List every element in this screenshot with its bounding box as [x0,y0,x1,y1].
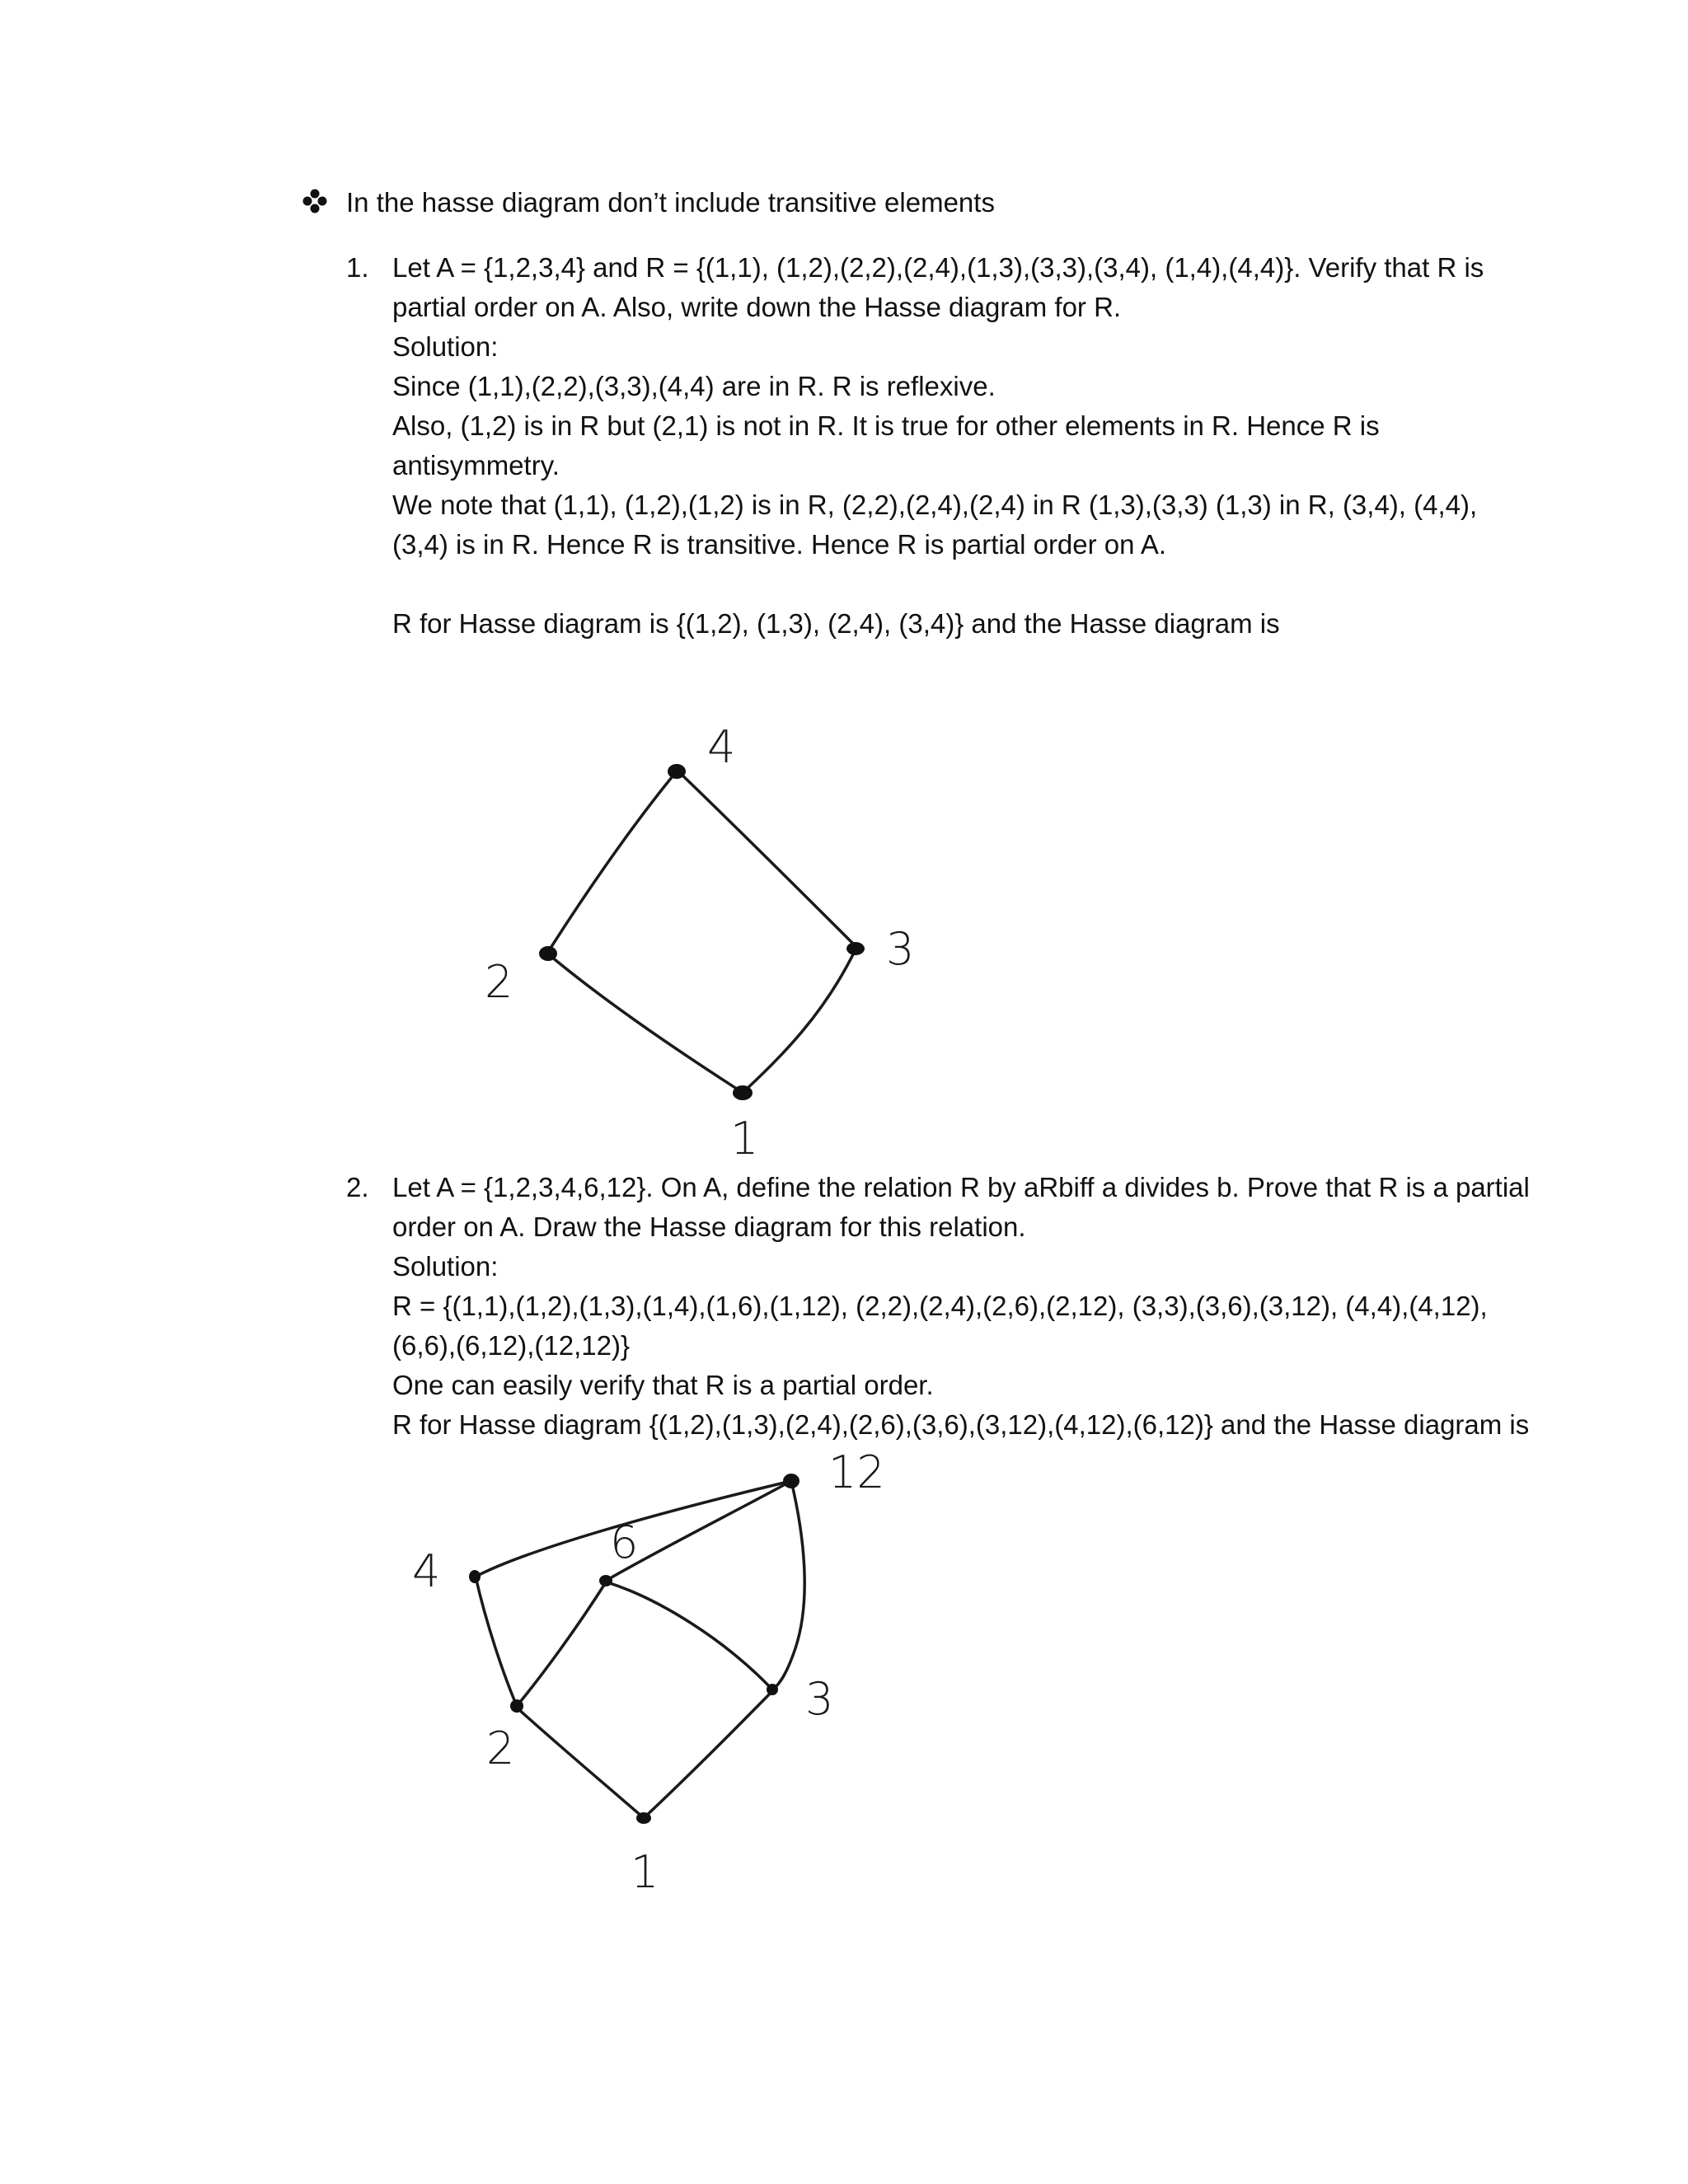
hasse2-node-12 [783,1474,799,1488]
hasse2-label-2: 2 [486,1722,515,1774]
hasse2-node-4 [469,1570,481,1583]
hasse1-label-2: 2 [485,956,513,1008]
hasse1-node-2 [539,946,557,961]
problem1-line: Also, (1,2) is in R but (2,1) is not in R. It is true for other elements in R. Hence R is [392,410,1380,441]
problem2-number: 2. [346,1172,369,1202]
problem1-number: 1. [346,252,369,283]
hasse2-edge-3-12 [772,1481,804,1690]
problem1-line: We note that (1,1), (1,2),(1,2) is in R, (2,2),(2,4),(2,4) in R (1,3),(3,3) (1,3) in R, (3,4), (4,4), [392,490,1478,520]
hasse2-node-3 [767,1684,778,1695]
hasse1-node-4 [668,764,686,779]
hasse1-label-3: 3 [886,923,915,975]
hasse1-node-3 [846,942,865,955]
problem1-line: (3,4) is in R. Hence R is transitive. Hence R is partial order on A. [392,529,1167,560]
problem2-line: One can easily verify that R is a partial order. [392,1370,934,1400]
problem1-line: partial order on A. Also, write down the Hasse diagram for R. [392,292,1122,322]
hasse2-edge-4-2 [476,1577,517,1706]
hasse1-node-1 [733,1085,753,1100]
note-text: In the hasse diagram don’t include transitive elements [346,187,995,218]
hasse2-edge-6-3 [607,1582,772,1690]
problem1-line: Since (1,1),(2,2),(3,3),(4,4) are in R. R is reflexive. [392,371,996,401]
hasse2-edge-2-1 [517,1708,644,1818]
hasse2-edge-2-6 [517,1582,606,1706]
problem2-line: R = {(1,1),(1,2),(1,3),(1,4),(1,6),(1,12), (2,2),(2,4),(2,6),(2,12), (3,3),(3,6),(3,12), (4,4),(4,12), [392,1291,1488,1321]
problem2-line: Solution: [392,1251,499,1282]
hasse1-edge-2-4 [548,772,676,952]
hasse2-label-1: 1 [631,1846,659,1898]
hasse2-edge-1-3 [644,1691,772,1818]
hasse2-node-6 [599,1575,612,1586]
problem2-line: Let A = {1,2,3,4,6,12}. On A, define the relation R by aRbiff a divides b. Prove that R is a partial [392,1172,1530,1202]
hasse-diagram-2 [412,1446,885,1898]
hasse1-edge-2-1 [551,956,742,1092]
hasse2-node-2 [510,1699,523,1713]
problem1-line: Solution: [392,331,499,362]
hasse1-label-1: 1 [730,1113,759,1165]
hasse1-edge-4-3 [678,771,857,948]
hasse-diagram-1 [485,721,914,1165]
problem2-line: (6,6),(6,12),(12,12)} [392,1330,630,1361]
hasse1-label-4: 4 [707,721,736,773]
hasse1-edge-1-3 [743,949,856,1092]
hasse2-label-4: 4 [412,1545,441,1597]
problem2-line: R for Hasse diagram {(1,2),(1,3),(2,4),(2,6),(3,6),(3,12),(4,12),(6,12)} and the Hasse diagram is [392,1409,1530,1440]
hasse2-label-6: 6 [610,1516,639,1568]
problem1-line: R for Hasse diagram is {(1,2), (1,3), (2,4), (3,4)} and the Hasse diagram is [392,608,1280,639]
problem1-line: antisymmetry. [392,450,560,480]
hasse2-label-3: 3 [805,1673,834,1725]
problem2-line: order on A. Draw the Hasse diagram for this relation. [392,1212,1026,1242]
hasse2-label-12: 12 [828,1446,885,1498]
hasse2-node-1 [636,1812,651,1824]
problem1-line: Let A = {1,2,3,4} and R = {(1,1), (1,2),(2,2),(2,4),(1,3),(3,3),(3,4), (1,4),(4,4)}. Verify that R is [392,252,1484,283]
